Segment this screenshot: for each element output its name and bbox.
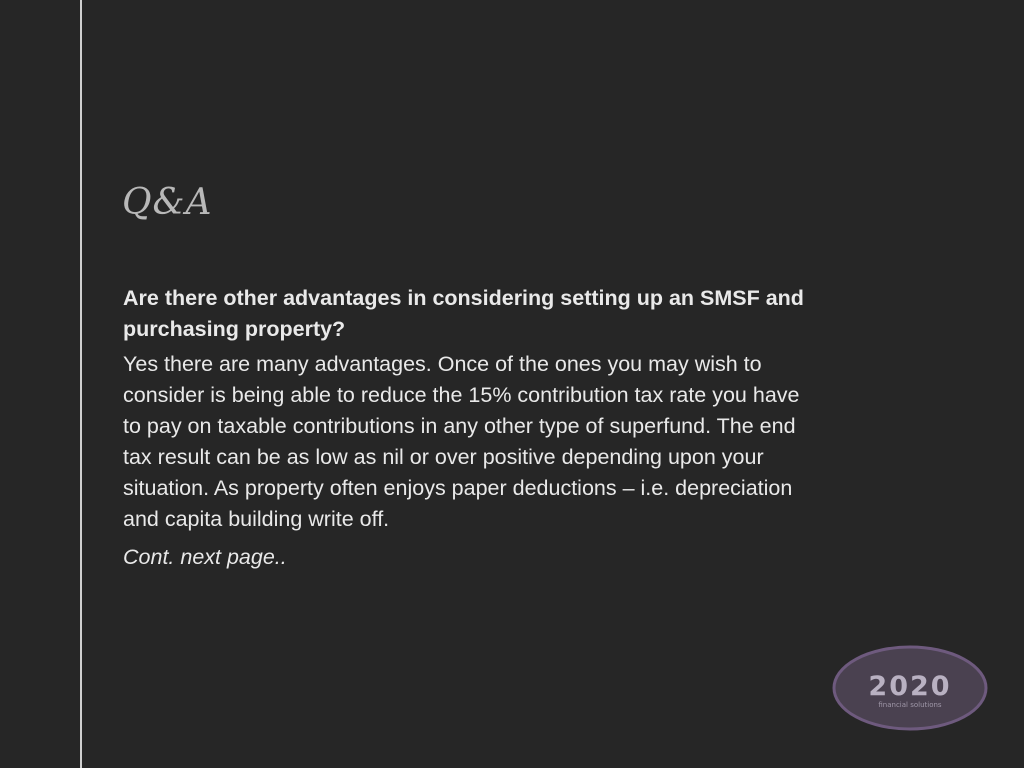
slide-content: [123, 283, 813, 573]
question-text: Are there other advantages in considering setting up an SMSF and purchasing property?: [123, 286, 804, 341]
company-logo: [832, 645, 988, 731]
logo-graphic: [832, 645, 988, 731]
logo-wordmark: 2020: [868, 671, 952, 702]
slide-title: Q&A: [122, 182, 213, 223]
continued-note: Cont. next page..: [123, 545, 287, 569]
answer-text: Yes there are many advantages. Once of the ones you may wish to consider is being able to reduce the 15% contribution tax rate you have to pay on taxable contributions in any other type of superfund. The end tax result can be as low as nil or over positive depending upon your situation. As property often enjoys paper deductions – i.e. depreciation and capita building write off.: [123, 352, 800, 531]
left-divider-line: [80, 0, 82, 768]
logo-tagline: financial solutions: [878, 701, 942, 709]
